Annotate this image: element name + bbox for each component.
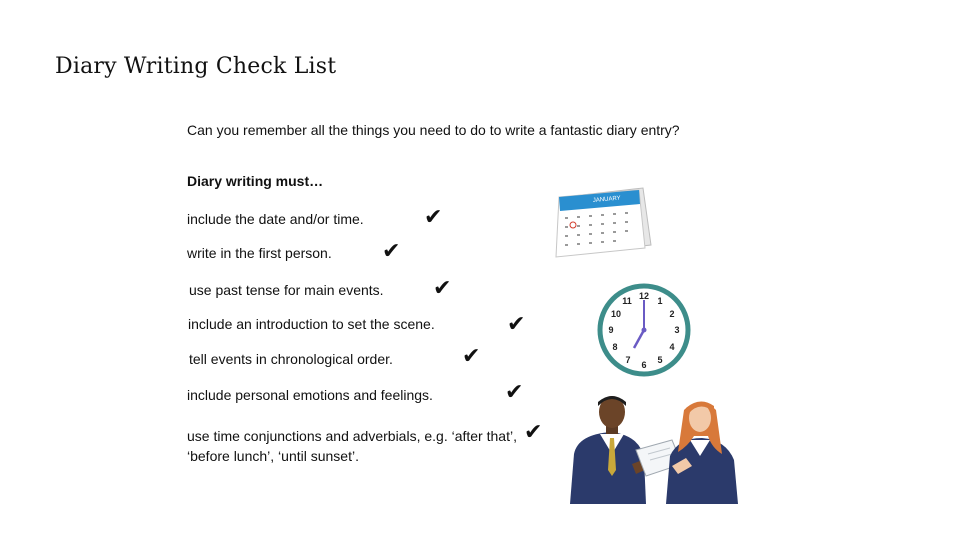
svg-text:9: 9 — [608, 325, 614, 335]
checklist-item-first-person: write in the first person. — [187, 245, 332, 261]
calendar-illustration — [553, 185, 653, 260]
svg-text:8: 8 — [612, 342, 618, 352]
intro-question: Can you remember all the things you need to do to write a fantastic diary entry? — [187, 122, 680, 138]
checklist-item-conjunctions: use time conjunctions and adverbials, e.g. ‘after that’, ‘before lunch’, ‘until sunset’. — [187, 428, 517, 464]
svg-text:12: 12 — [638, 291, 650, 301]
svg-text:6: 6 — [641, 360, 647, 370]
svg-text:10: 10 — [610, 309, 622, 319]
check-mark-icon: ✔ — [505, 379, 524, 404]
check-mark-icon: ✔ — [382, 238, 401, 263]
checklist-item-introduction: include an introduction to set the scene. — [188, 316, 435, 332]
checklist-item-emotions: include personal emotions and feelings. — [187, 387, 433, 403]
svg-text:5: 5 — [657, 355, 663, 365]
students-illustration — [566, 392, 744, 504]
check-mark-icon: ✔ — [424, 204, 443, 229]
svg-text:7: 7 — [625, 355, 631, 365]
svg-text:11: 11 — [622, 296, 632, 306]
clock-illustration — [596, 282, 692, 378]
check-mark-icon: ✔ — [524, 419, 543, 444]
clock-center-pin — [642, 328, 647, 333]
svg-text:2: 2 — [669, 309, 675, 319]
checklist-item-chronological: tell events in chronological order. — [189, 351, 393, 367]
check-mark-icon: ✔ — [462, 343, 481, 368]
check-mark-icon: ✔ — [433, 275, 452, 300]
svg-text:4: 4 — [669, 342, 675, 352]
calendar-month-label: JANUARY — [592, 195, 621, 204]
slide-title: Diary Writing Check List — [55, 54, 337, 79]
check-mark-icon: ✔ — [507, 311, 526, 336]
checklist-item-date: include the date and/or time. — [187, 211, 364, 227]
must-heading: Diary writing must… — [187, 173, 324, 189]
svg-text:1: 1 — [657, 296, 663, 306]
svg-text:3: 3 — [674, 325, 680, 335]
checklist-item-past-tense: use past tense for main events. — [189, 282, 384, 298]
student-girl — [666, 401, 738, 504]
